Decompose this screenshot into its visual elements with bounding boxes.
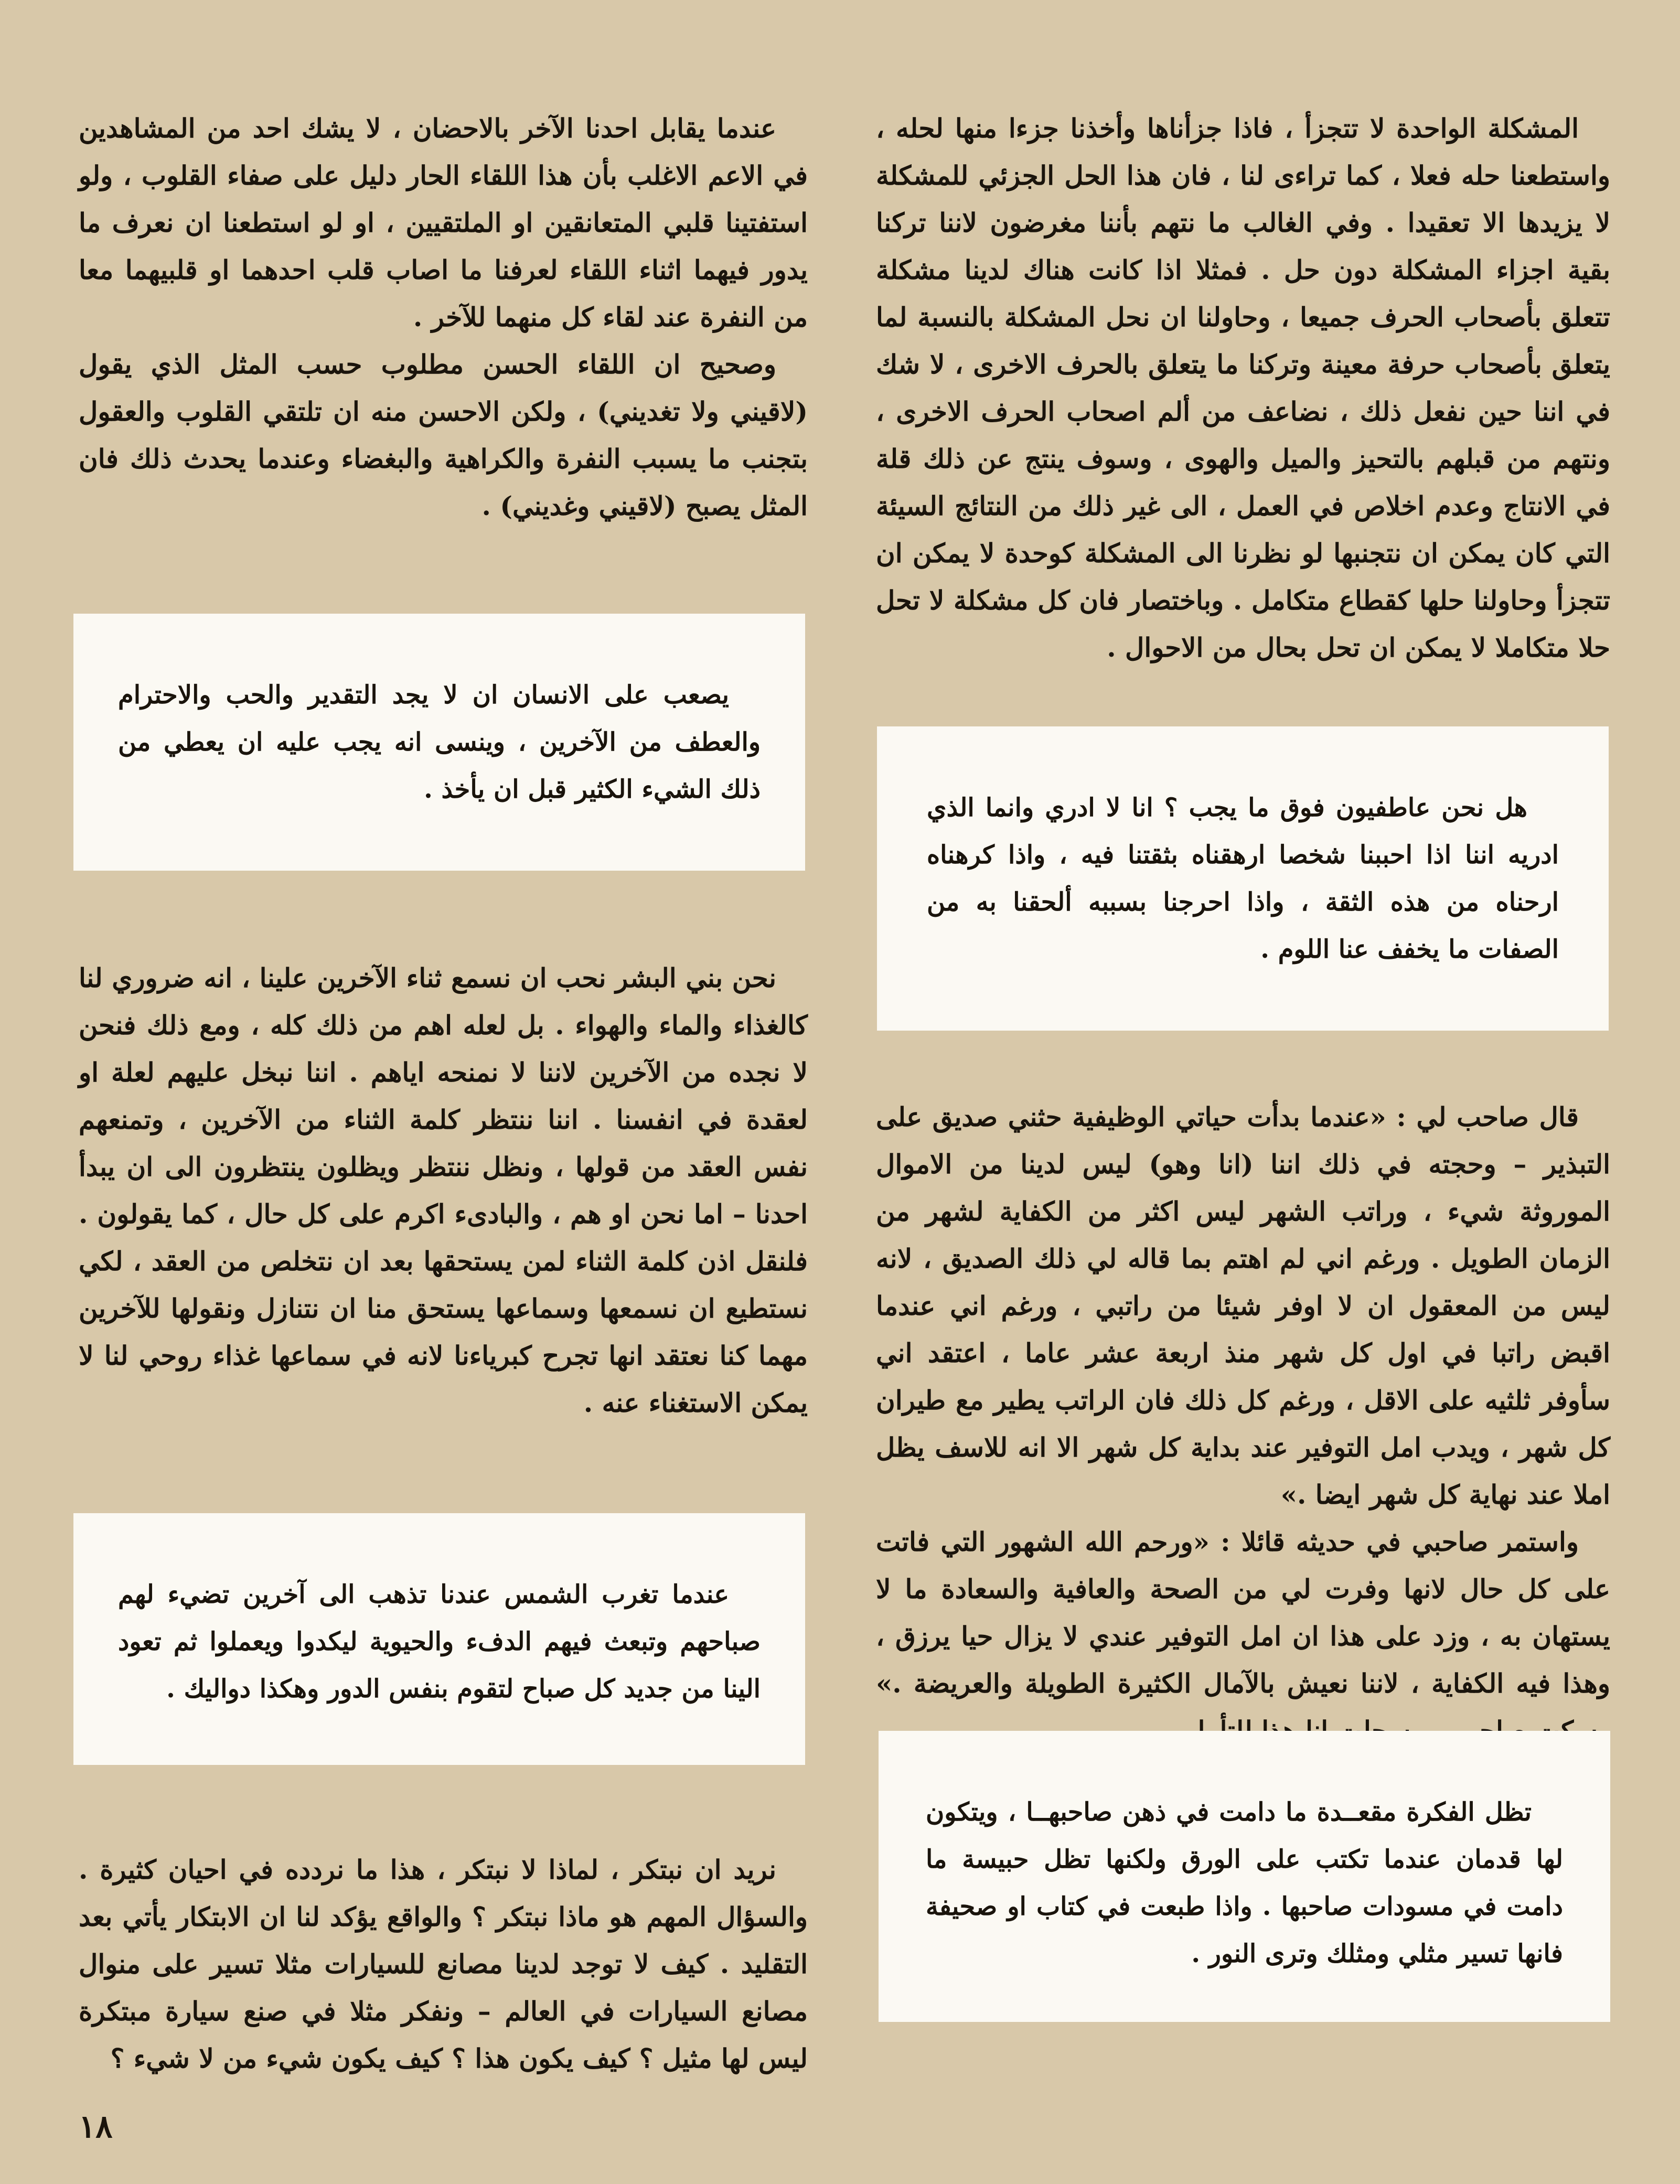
right-paragraph-problem bbox=[876, 105, 1610, 663]
paragraph-text: واستمر صاحبي في حديثه قائلا : «ورحم الله الشهور التي فاتت على كل حال لانها وفرت لي من الصحة والعافية والسعادة ما لا يستهان به ، وزد على هذا ان امل التوفير عندي لا يزال حيا يرزق ، وهذا فيه الكفاية ، لاننا نعيش بالآمال الكثيرة الطويلة والعريضة .» bbox=[876, 1526, 1610, 1699]
quote-text: عندما تغرب الشمس عندنا تذهب الى آخرين تضيء لهم صباحهم وتبعث فيهم الدفء والحيوية ليكدوا ويعملوا ثم تعود الينا من جديد كل صباح لتقوم بنفس الدور وهكذا دواليك . bbox=[118, 1580, 761, 1704]
right-paragraph-salary bbox=[876, 1094, 1610, 1699]
quote-box-sun bbox=[73, 1513, 805, 1765]
paragraph-text: نحن بني البشر نحب ان نسمع ثناء الآخرين علينا ، انه ضروري لنا كالغذاء والماء والهواء . بل لعله اهم من ذلك كله ، ومع ذلك فنحن لا نجده من الآخرين لاننا لا نمنحه اياهم . اننا نبخل عليهم لعلة او لعقدة في انفسنا . اننا ننتظر كلمة الثناء من الآخرين ، وتمنعهم نفس العقد من قولها ، ونظل ننتظر ويظلون ينتظرون الى ان يبدأ احدنا – اما نحن او هم ، والبادىء اكرم على كل حال ، كما يقولون . فلنقل اذن كلمة الثناء لمن يستحقها بعد ان نتخلص من العقد ، لكي نستطيع ان نسمعها وسماعها يستحق منا ان نتنازل ونقولها للآخرين مهما كنا نعتقد انها تجرح كبرياءنا لانه في سماعها غذاء روحي لنا لا يمكن الاستغناء عنه . bbox=[79, 962, 808, 1418]
page-number: ١٨ bbox=[79, 2108, 113, 2145]
left-paragraph-praise bbox=[79, 955, 808, 1458]
paragraph-text: قال صاحب لي : «عندما بدأت حياتي الوظيفية حثني صديق على التبذير – وحجته في ذلك اننا (انا وهو) ليس لدينا من الاموال الموروثة شيء ، وراتب الشهر ليس اكثر من الكفاية لشهر من الزمان الطويل . ورغم اني لم اهتم بما قاله لي ذلك الصديق ، لانه ليس من المعقول ان لا اوفر شيئا من راتبي ، ورغم اني عندما اقبض راتبا في اول كل شهر منذ اربعة عشر عاما ، اعتقد اني سأوفر ثلثيه على الاقل ، ورغم كل ذلك فان الراتب يطير مع طيران كل شهر ، ويدب امل التوفير عند بداية كل شهر الا انه للاسف يظل املا عند نهاية كل شهر ايضا .» bbox=[876, 1101, 1610, 1510]
paragraph-text: عندما يقابل احدنا الآخر بالاحضان ، لا يشك احد من المشاهدين في الاعم الاغلب بأن هذا اللقاء الحار دليل على صفاء القلوب ، ولو استفتينا قلبي المتعانقين او الملتقيين ، او لو استطعنا ان نعرف ما يدور فيهما اثناء اللقاء لعرفنا ما اصاب قلب احدهما او قلبيهما معا من النفرة عند لقاء كل منهما للآخر . bbox=[79, 113, 808, 333]
left-paragraph-embrace bbox=[79, 105, 808, 556]
paragraph-text: المشكلة الواحدة لا تتجزأ ، فاذا جزأناها وأخذنا جزءا منها لحله ، واستطعنا حله فعلا ، كما تراءى لنا ، فان هذا الحل الجزئي للمشكلة لا يزيدها الا تعقيدا . وفي الغالب ما نتهم بأننا مغرضون لاننا تركنا بقية اجزاء المشكلة دون حل . فمثلا اذا كانت هناك لدينا مشكلة تتعلق بأصحاب الحرف جميعا ، وحاولنا ان نحل المشكلة بالنسبة لما يتعلق بأصحاب حرفة معينة وتركنا ما يتعلق بالحرف الاخرى ، لا شك في اننا حين نفعل ذلك ، نضاعف من ألم اصحاب الحرف الاخرى ، ونتهم من قبلهم بالتحيز والميل والهوى ، وسوف ينتج عن ذلك قلة في الانتاج وعدم اخلاص في العمل ، الى غير ذلك من النتائج السيئة التي كان يمكن ان نتجنبها لو نظرنا الى المشكلة كوحدة لا يمكن ان تتجزأ وحاولنا حلها كقطاع متكامل . وباختصار فان كل مشكلة لا تحل حلا متكاملا لا يمكن ان تحل بحال من الاحوال . bbox=[876, 113, 1610, 663]
quote-text: يصعب على الانسان ان لا يجد التقدير والحب والاحترام والعطف من الآخرين ، وينسى انه يجب عليه ان يعطي من ذلك الشيء الكثير قبل ان يأخذ . bbox=[118, 680, 761, 804]
left-paragraph-innovation bbox=[79, 1846, 808, 2082]
quote-text: تظل الفكرة مقعــدة ما دامت في ذهن صاحبهــا ، ويتكون لها قدمان عندما تكتب على الورق ولكنها تظل حبيسة ما دامت في مسودات صاحبها . واذا طبعت في كتاب او صحيفة فانها تسير مثلي ومثلك وترى النور . bbox=[926, 1797, 1563, 1968]
quote-box-emotional bbox=[877, 726, 1609, 1031]
paragraph-text: وصحيح ان اللقاء الحسن مطلوب حسب المثل الذي يقول (لاقيني ولا تغديني) ، ولكن الاحسن منه ان تلتقي القلوب والعقول بتجنب ما يسبب النفرة والكراهية والبغضاء وعندما يحدث ذلك فان المثل يصبح (لاقيني وغديني) . bbox=[79, 349, 808, 521]
paragraph-text: نريد ان نبتكر ، لماذا لا نبتكر ، هذا ما نردده في احيان كثيرة . والسؤال المهم هو ماذا نبتكر ؟ والواقع يؤكد لنا ان الابتكار يأتي بعد التقليد . كيف لا توجد لدينا مصانع للسيارات مثلا تسير على منوال مصانع السيارات في العالم – ونفكر مثلا في صنع سيارة مبتكرة ليس لها مثيل ؟ كيف يكون هذا ؟ كيف يكون شيء من لا شيء ؟ bbox=[79, 1854, 808, 2074]
quote-box-idea bbox=[879, 1731, 1610, 2022]
quote-box-appreciation bbox=[73, 614, 805, 871]
quote-text: هل نحن عاطفيون فوق ما يجب ؟ انا لا ادري وانما الذي ادريه اننا اذا احببنا شخصا ارهقناه بثقتنا فيه ، واذا كرهناه ارحناه من هذه الثقة ، واذا احرجنا بسببه ألحقنا به من الصفات ما يخفف عنا اللوم . bbox=[927, 793, 1559, 964]
